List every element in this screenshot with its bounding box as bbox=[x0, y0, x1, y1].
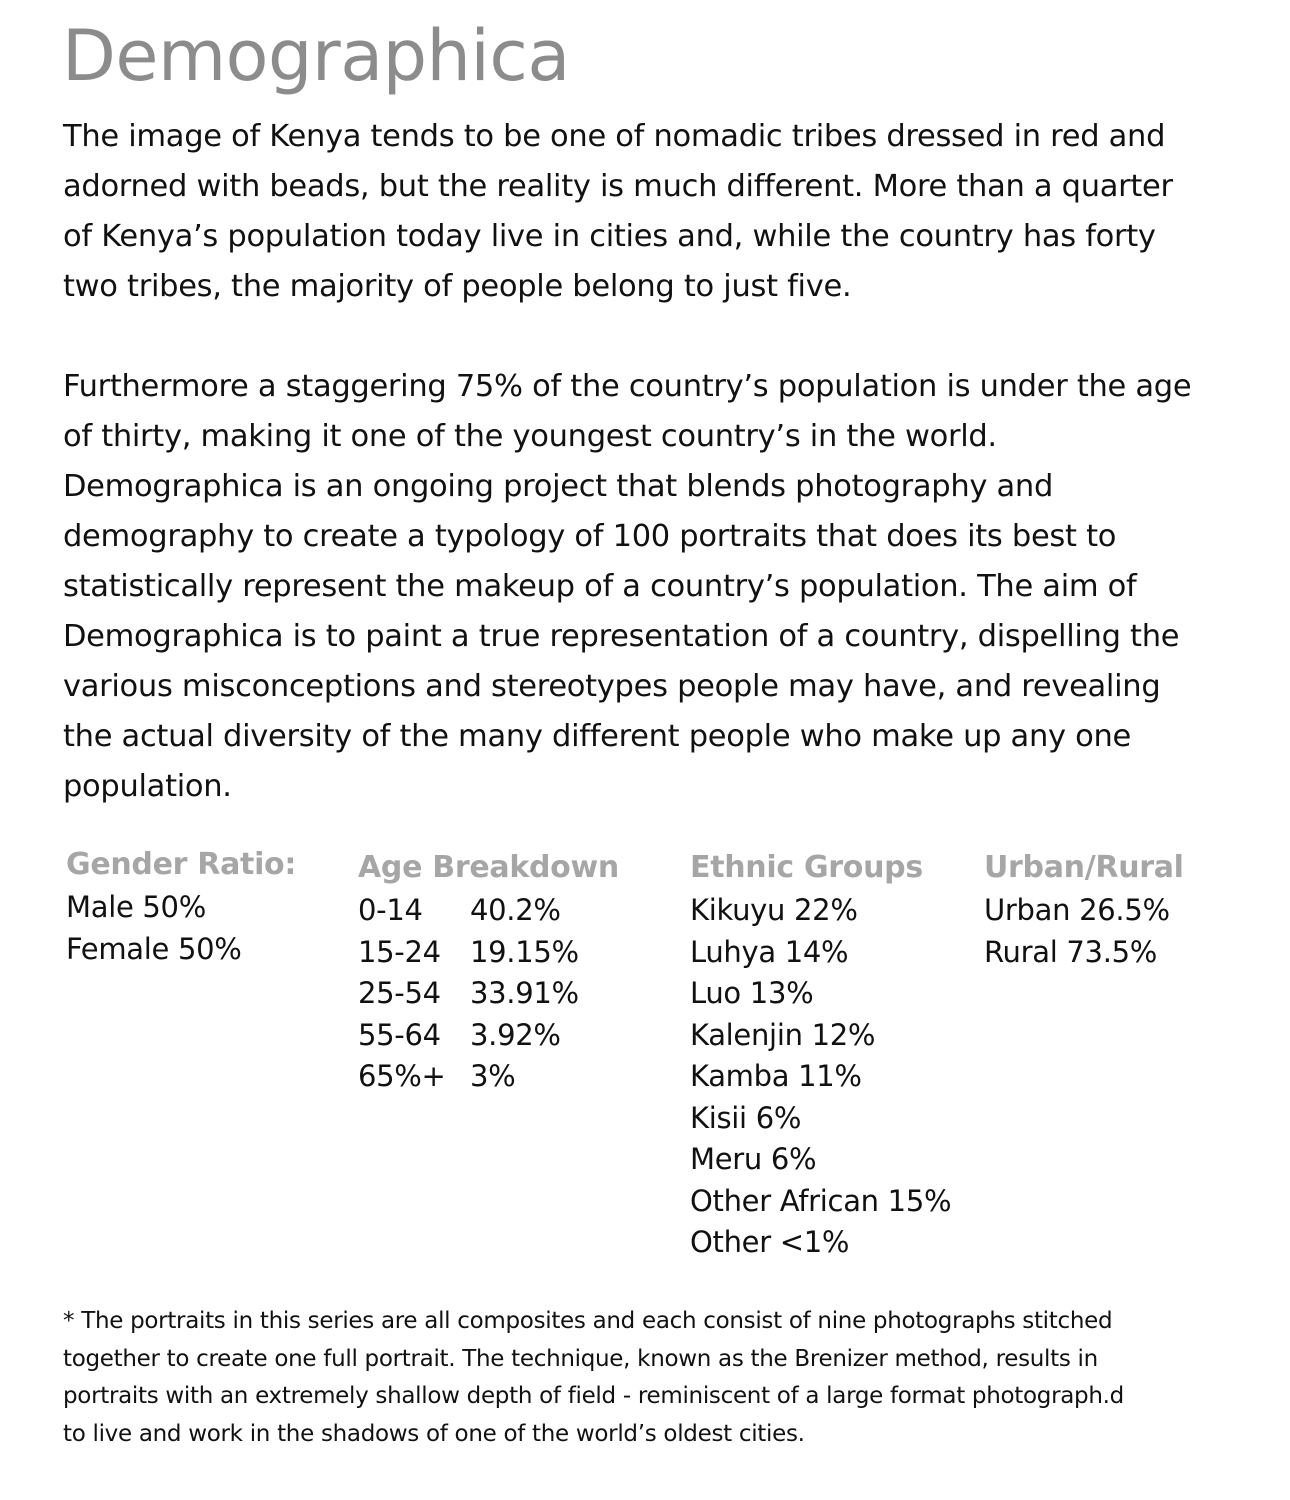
age-breakdown-row bbox=[358, 932, 619, 974]
text-line: Demographica is to paint a true representation of a country, dispelling the bbox=[63, 619, 1180, 654]
ethnic-group-item: Other African 15% bbox=[690, 1183, 952, 1218]
age-breakdown-row bbox=[358, 1015, 619, 1057]
age-range: 25-54 bbox=[358, 976, 441, 1010]
text-line: adorned with beads, but the reality is much different. More than a quarter bbox=[63, 169, 1173, 204]
text-line: the actual diversity of the many different people who make up any one bbox=[63, 719, 1131, 754]
footnote-line: portraits with an extremely shallow depth of field - reminiscent of a large format photograph.d bbox=[63, 1383, 1124, 1409]
urban-rural-heading: Urban/Rural bbox=[984, 850, 1184, 885]
age-value: 3% bbox=[470, 1059, 516, 1093]
gender-ratio-item: Female 50% bbox=[66, 931, 242, 966]
text-line: Demographica is an ongoing project that blends photography and bbox=[63, 469, 1054, 504]
age-breakdown-row bbox=[358, 973, 619, 1015]
text-line: various misconceptions and stereotypes people may have, and revealing bbox=[63, 669, 1161, 704]
ethnic-group-item: Luo 13% bbox=[690, 976, 814, 1010]
ethnic-groups-heading: Ethnic Groups bbox=[690, 850, 923, 885]
age-range: 55-64 bbox=[358, 1017, 441, 1052]
ethnic-group-item: Kikuyu 22% bbox=[690, 893, 858, 927]
age-breakdown-row bbox=[358, 890, 619, 932]
text-line: statistically represent the makeup of a country’s population. The aim of bbox=[63, 569, 1137, 604]
ethnic-group-item: Kamba 11% bbox=[690, 1059, 862, 1093]
ethnic-group-item: Meru 6% bbox=[690, 1142, 817, 1176]
age-value: 40.2% bbox=[470, 893, 561, 927]
intro-paragraph-1 bbox=[63, 112, 1233, 312]
footnote-line: * The portraits in this series are all composites and each consist of nine photographs stitched bbox=[63, 1308, 1113, 1334]
text-line: of Kenya’s population today live in cities and, while the country has forty bbox=[63, 219, 1156, 254]
ethnic-group-item: Kisii 6% bbox=[690, 1100, 802, 1135]
text-line: The image of Kenya tends to be one of nomadic tribes dressed in red and bbox=[63, 119, 1166, 154]
paragraph-spacer bbox=[63, 312, 1233, 362]
age-breakdown-heading: Age Breakdown bbox=[358, 850, 619, 885]
footnote-line: together to create one full portrait. The technique, known as the Brenizer method, results in bbox=[63, 1345, 1098, 1372]
ethnic-group-item: Other <1% bbox=[690, 1225, 850, 1259]
age-breakdown-row bbox=[358, 1056, 619, 1098]
intro-text bbox=[63, 112, 1233, 812]
gender-ratio-item: Male 50% bbox=[66, 890, 206, 924]
ethnic-group-item: Kalenjin 12% bbox=[690, 1017, 876, 1052]
intro-paragraph-2 bbox=[63, 362, 1233, 812]
urban-rural-item: Urban 26.5% bbox=[984, 893, 1170, 927]
age-range: 0-14 bbox=[358, 893, 423, 927]
ethnic-groups-column bbox=[690, 848, 951, 1264]
text-line: two tribes, the majority of people belong to just five. bbox=[63, 269, 852, 304]
age-range: 15-24 bbox=[358, 934, 441, 969]
gender-ratio-column bbox=[66, 845, 296, 970]
age-breakdown-column bbox=[358, 848, 619, 1098]
age-value: 3.92% bbox=[470, 1017, 561, 1052]
age-range: 65%+ bbox=[358, 1059, 446, 1093]
ethnic-group-item: Luhya 14% bbox=[690, 934, 849, 969]
text-line: population. bbox=[63, 769, 232, 804]
age-value: 19.15% bbox=[470, 934, 579, 969]
gender-ratio-heading: Gender Ratio: bbox=[66, 847, 297, 882]
text-line: of thirty, making it one of the youngest country’s in the world. bbox=[63, 419, 997, 454]
text-line: Furthermore a staggering 75% of the country’s population is under the age bbox=[63, 369, 1192, 404]
text-line: demography to create a typology of 100 portraits that does its best to bbox=[63, 519, 1117, 554]
urban-rural-item: Rural 73.5% bbox=[984, 934, 1158, 969]
urban-rural-column bbox=[984, 848, 1184, 973]
footnote-line: to live and work in the shadows of one of the world’s oldest cities. bbox=[63, 1420, 805, 1447]
footnote bbox=[63, 1303, 1233, 1453]
page-title: Demographica bbox=[62, 15, 570, 97]
age-value: 33.91% bbox=[470, 976, 579, 1010]
